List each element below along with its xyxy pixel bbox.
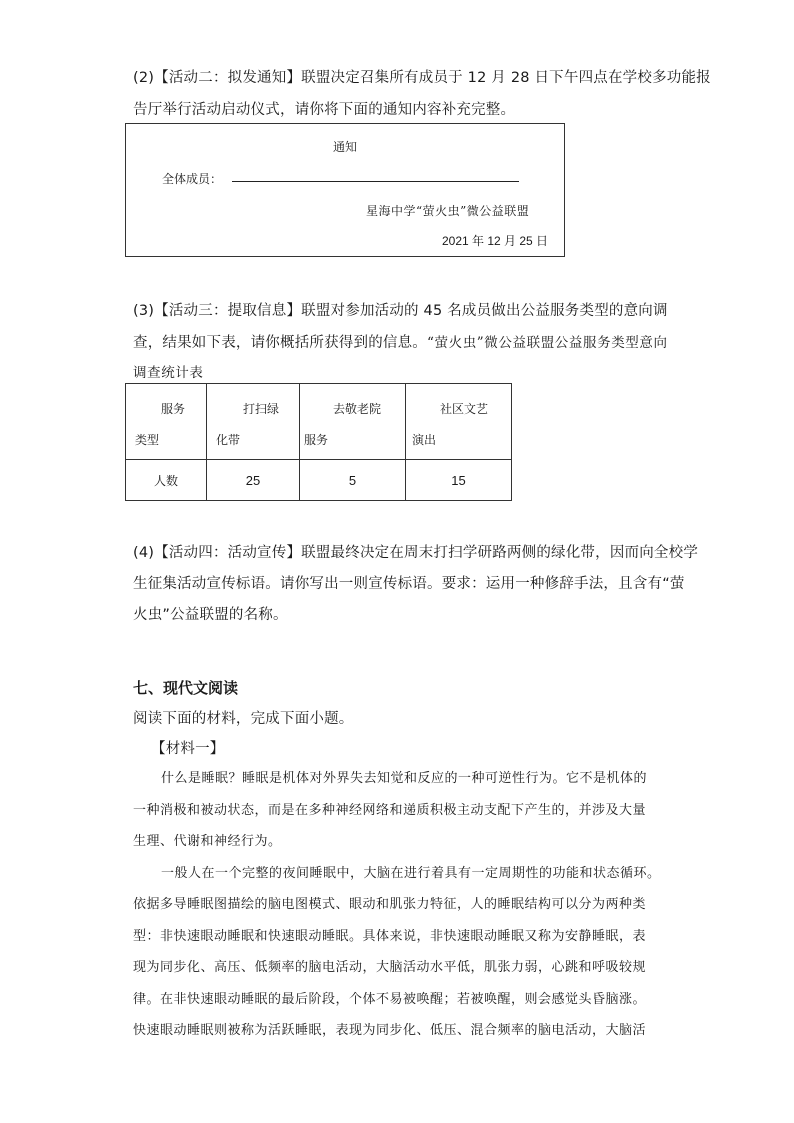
- table-header-row: [126, 384, 512, 460]
- survey-table: [125, 383, 512, 501]
- material1-line: 一种消极和被动状态，而是在多种神经网络和递质积极主动支配下产生的，并涉及大量: [133, 802, 647, 818]
- activity4-line3: 火虫”公益联盟的名称。: [133, 607, 288, 623]
- col3-bottom: 演出: [412, 433, 437, 447]
- activity4-line1: (4)【活动四：活动宣传】联盟最终决定在周末打扫学研路两侧的绿化带，因而向全校学: [133, 545, 699, 561]
- table-row: [126, 460, 512, 501]
- material1-line: 依据多导睡眠图描绘的脑电图模式、眼动和肌张力特征，人的睡眠结构可以分为两种类: [133, 897, 647, 912]
- activity3-line3: 调查统计表: [133, 365, 204, 381]
- value-col2: 5: [300, 460, 406, 501]
- section-instruction: 阅读下面的材料，完成下面小题。: [133, 711, 354, 727]
- activity2-line2: 告厅举行活动启动仪式，请你将下面的通知内容补充完整。: [133, 102, 516, 118]
- material1-paragraph: [133, 763, 663, 1047]
- material1-line: 什么是睡眠？睡眠是机体对外界失去知觉和反应的一种可逆性行为。它不是机体的: [161, 771, 648, 786]
- row-label: 人数: [126, 460, 207, 501]
- table-col-1: [207, 384, 300, 460]
- notice-blank-line[interactable]: [232, 181, 519, 182]
- table-col-2: [300, 384, 406, 460]
- value-col3: 15: [406, 460, 512, 501]
- col2-top: 去敬老院: [333, 402, 382, 416]
- activity3-line2-a: 查，结果如下表，请你概括所获得到的信息。: [133, 335, 427, 351]
- activity3-line1: (3)【活动三：提取信息】联盟对参加活动的 45 名成员做出公益服务类型的意向调: [133, 303, 668, 319]
- col1-top: 打扫绿: [243, 402, 280, 416]
- notice-signature: 星海中学“萤火虫”微公益联盟: [366, 204, 530, 218]
- notice-box: [125, 123, 565, 257]
- header-label-top: 服务: [161, 402, 186, 416]
- activity4-line2: 生征集活动宣传标语。请你写出一则宣传标语。要求：运用一种修辞手法，且含有“萤: [133, 576, 685, 592]
- table-col-3: [406, 384, 512, 460]
- table-header-label: [126, 384, 207, 460]
- material-label: 【材料一】: [151, 741, 225, 757]
- notice-title: 通知: [333, 140, 358, 154]
- material1-line: 律。在非快速眼动睡眠的最后阶段，个体不易被唤醒；若被唤醒，则会感觉头昏脑涨。: [133, 991, 647, 1007]
- col1-bottom: 化带: [216, 433, 241, 447]
- material1-line: 现为同步化、高压、低频率的脑电活动，大脑活动水平低，肌张力弱，心跳和呼吸较规: [133, 960, 647, 975]
- activity2-line1: (2)【活动二：拟发通知】联盟决定召集所有成员于 12 月 28 日下午四点在学校多功能报: [133, 70, 711, 86]
- activity3-line2-b: “萤火虫”微公益联盟公益服务类型意向: [427, 335, 668, 351]
- section-title: 七、现代文阅读: [133, 679, 239, 697]
- notice-date: 2021 年 12 月 25 日: [442, 234, 549, 248]
- material1-line: 一般人在一个完整的夜间睡眠中，大脑在进行着具有一定周期性的功能和状态循环。: [161, 865, 661, 881]
- activity3-line2: [133, 331, 668, 352]
- material1-line: 生理、代谢和神经行为。: [133, 834, 282, 849]
- value-col1: 25: [207, 460, 300, 501]
- material1-line: 快速眼动睡眠则被称为活跃睡眠，表现为同步化、低压、混合频率的脑电活动，大脑活: [133, 1023, 647, 1038]
- col2-bottom: 服务: [304, 433, 329, 447]
- header-label-bottom: 类型: [135, 433, 160, 447]
- notice-salutation: 全体成员：: [162, 172, 223, 186]
- col3-top: 社区文艺: [440, 402, 489, 416]
- material1-line: 型：非快速眼动睡眠和快速眼动睡眠。具体来说，非快速眼动睡眠又称为安静睡眠，表: [133, 928, 647, 944]
